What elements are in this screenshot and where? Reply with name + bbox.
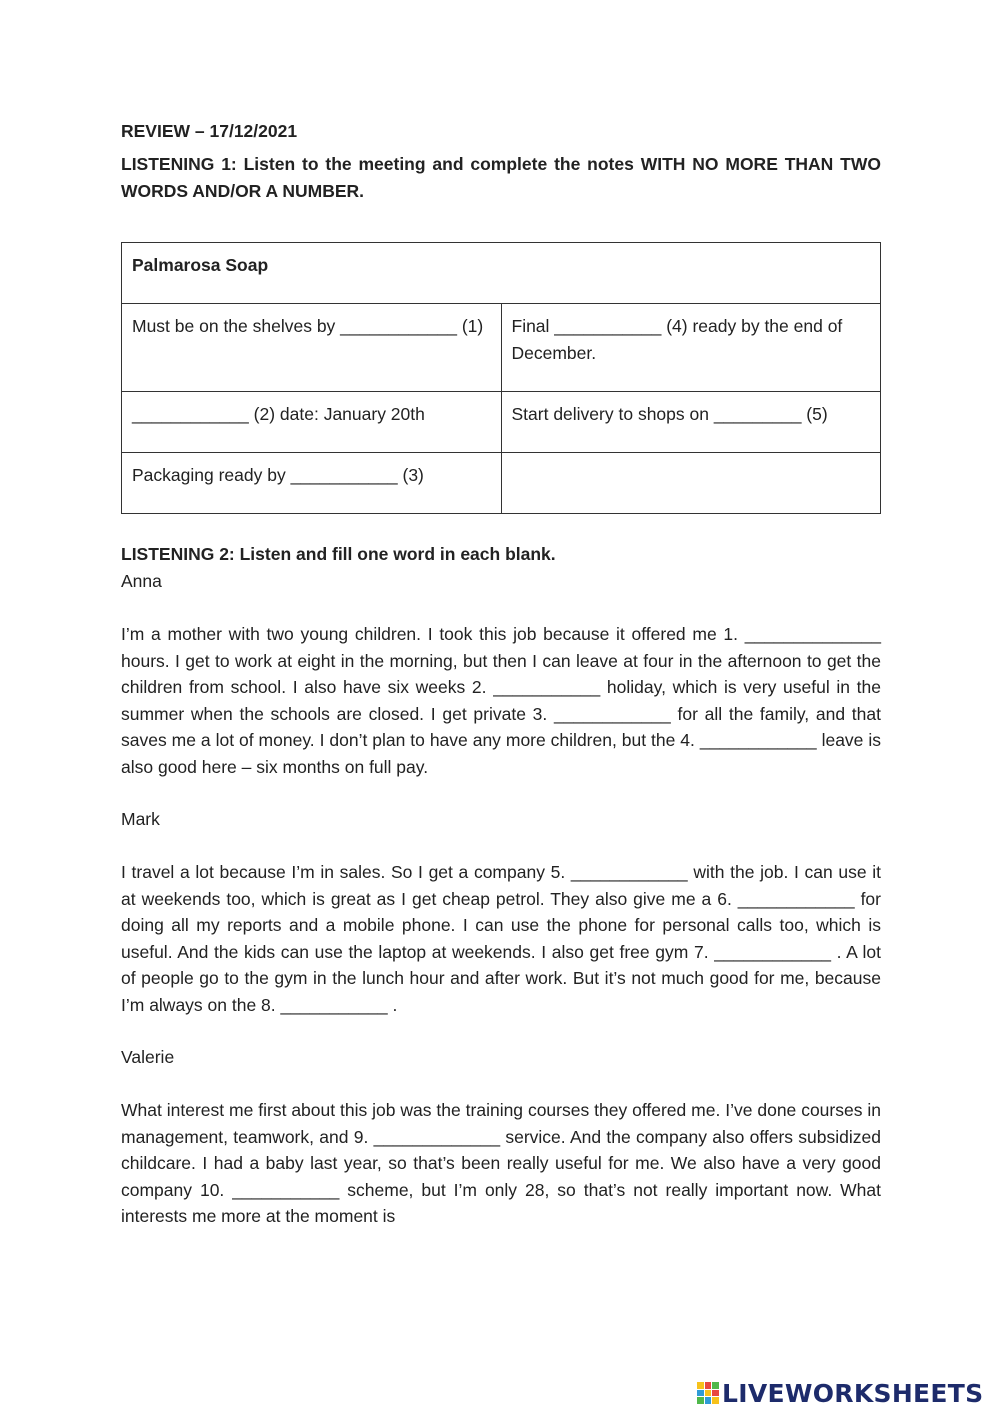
notes-cell-4: Final ___________ (4) ready by the end of December.: [501, 304, 881, 392]
speaker-text-anna: I’m a mother with two young children. I took this job because it offered me 1. ______________ hours. I get to work at eight in the morning, but then I can leave at four in the afternoon to get the children from school. I also have six weeks 2. ___________ holiday, which is very useful in the summer when the schools are closed. I get private 3. ____________ for all the family, and that saves me a lot of money. I don’t plan to have any more children, but the 4. ____________ leave is also good here – six months on full pay.: [121, 624, 881, 777]
speaker-text-valerie: What interest me first about this job was the training courses they offered me. I’ve done courses in management, teamwork, and 9. _____________ service. And the company also offers subsidized childcare. I had a baby last year, so that’s been really useful for me. We also have a very good company 10. ___________ scheme, but I’m only 28, so that’s not really important now. What interests me more at the moment is: [121, 1100, 881, 1226]
speaker-name-anna: Anna: [121, 571, 162, 591]
liveworksheets-brand-text: LIVEWORKSHEETS: [722, 1378, 984, 1408]
speaker-name-mark: Mark: [121, 809, 160, 829]
listening1-instruction: LISTENING 1: Listen to the meeting and complete the notes WITH NO MORE THAN TWO WORDS AND/OR A NUMBER.: [121, 154, 881, 201]
notes-cell-1: Must be on the shelves by ____________ (1): [122, 304, 502, 392]
worksheet-title: REVIEW – 17/12/2021: [121, 121, 298, 141]
liveworksheets-logo[interactable]: [697, 1376, 983, 1410]
notes-cell-3: Packaging ready by ___________ (3): [122, 453, 502, 514]
worksheet-page: [121, 118, 881, 1230]
notes-cell-5: Start delivery to shops on _________ (5): [501, 392, 881, 453]
listening2-instruction: LISTENING 2: Listen and fill one word in each blank.: [121, 544, 556, 564]
speaker-name-valerie: Valerie: [121, 1047, 175, 1067]
notes-cell-empty: [501, 453, 881, 514]
liveworksheets-grid-icon: [697, 1382, 719, 1404]
speaker-text-mark: I travel a lot because I’m in sales. So I get a company 5. ____________ with the job. I can use it at weekends too, which is great as I get cheap petrol. They also give me a 6. ____________ for doing all my reports and a mobile phone. I can use the phone for personal calls too, which is useful. And the kids can use the laptop at weekends. I also get free gym 7. ____________ . A lot of people go to the gym in the lunch hour and after work. But it’s not much good for me, because I’m always on the 8. ___________ .: [121, 862, 881, 1015]
notes-cell-2: ____________ (2) date: January 20th: [122, 392, 502, 453]
notes-table-heading: Palmarosa Soap: [122, 243, 881, 304]
notes-table: [121, 242, 881, 514]
